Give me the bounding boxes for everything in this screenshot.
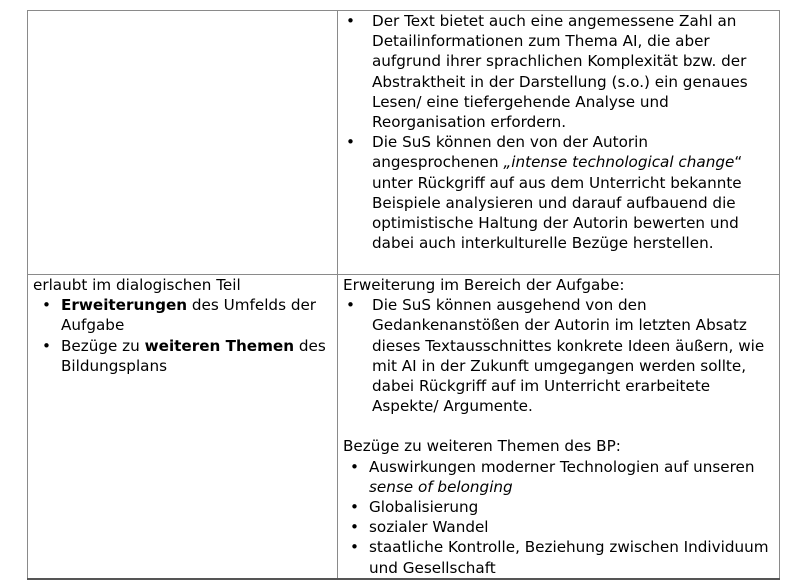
list-item [343,457,775,497]
row1-left-cell [28,11,338,275]
text-segment: des Bildungsplans [61,336,326,375]
extension-bullet-list [343,295,775,416]
list-item: • sozialer Wandel [343,517,775,537]
text-segment: Auswirkungen moderner Technologien auf unseren [369,457,755,476]
row2-left-cell [28,275,338,579]
list-item: • Globalisierung [343,497,775,517]
list-item [343,132,775,253]
left-intro-text: erlaubt im dialogischen Teil [33,276,241,294]
list-item: • staatliche Kontrolle, Beziehung zwischen Individuum und Gesellschaft [343,537,775,577]
topics-bullet-list [343,457,775,578]
row1-right-cell [338,11,780,275]
extension-heading: Erweiterung im Bereich der Aufgabe: [343,276,625,294]
row2-right-cell [338,275,780,579]
row1-bullet-list [343,11,775,253]
italic-phrase: sense of belonging [369,477,513,496]
text-segment: Bezüge zu [61,336,145,355]
text-segment: “ unter Rückgriff auf aus dem Unterricht bekannte Beispiele analysieren und darauf aufbauend die optimistische Haltung der Autorin bewerten und dabei auch interkulturelle Bezüge herstellen. [372,153,743,253]
bold-phrase: Erweiterungen [61,296,188,315]
list-item [33,336,333,376]
left-bullet-list [33,295,333,376]
table-row [28,11,780,275]
spacer [343,416,775,436]
list-item: • Der Text bietet auch eine angemessene Zahl an Detailinformationen zum Thema AI, die aber aufgrund ihrer sprachlichen Komplexität bzw. der Abstraktheit in der Darstellung (s.o.) ein genaues Lesen/ eine tiefergehende Analyse und Reorganisation erfordern. [343,11,775,132]
list-item [33,295,333,335]
table-row [28,275,780,579]
text-segment: des Umfelds der Aufgabe [61,296,317,335]
italic-phrase: „intense technological change [503,153,735,172]
bold-phrase: weiteren Themen [144,336,295,355]
topics-heading: Bezüge zu weiteren Themen des BP: [343,437,621,456]
list-item: • Die SuS können ausgehend von den Gedankenanstößen der Autorin im letzten Absatz dieses Textausschnittes konkrete Ideen äußern, wie mit AI in der Zukunft umgegangen werden sollte, dabei Rückgriff auf im Unterricht erarbeitete Aspekte/ Argumente. [343,295,775,416]
text-segment: Die SuS können den von der Autorin angesprochenen [372,133,648,172]
content-table [27,10,780,580]
